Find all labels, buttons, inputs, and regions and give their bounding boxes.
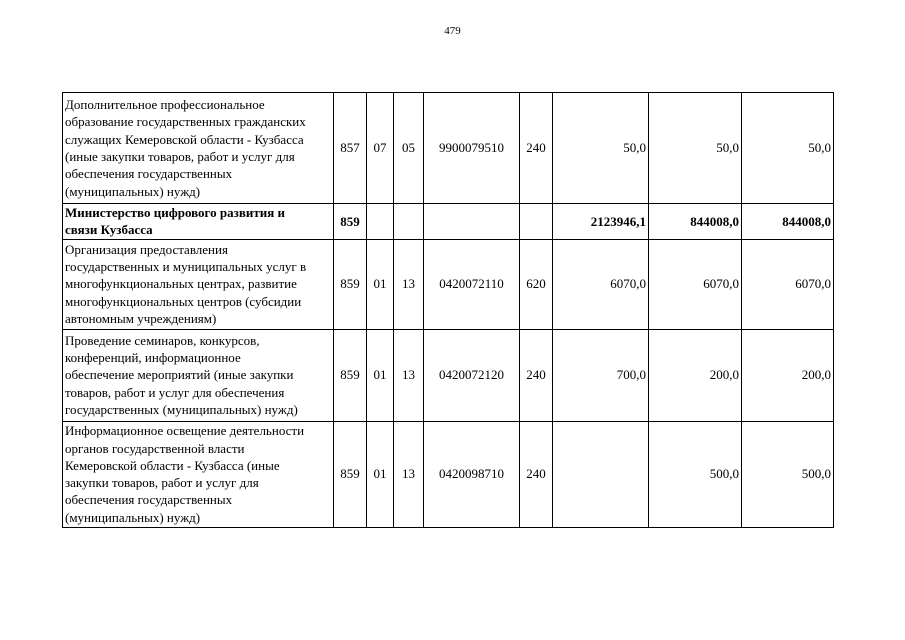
target-article-cell	[424, 204, 520, 240]
table-row	[63, 329, 834, 421]
section-code-cell: 01	[367, 239, 394, 329]
item-name-line: многофункциональных центров (субсидии	[65, 293, 302, 309]
item-name-line: обеспечения государственных	[65, 492, 233, 508]
item-name-line: служащих Кемеровской области - Кузбасса	[65, 131, 304, 147]
section-code-cell: 01	[367, 329, 394, 421]
table-row	[63, 421, 834, 527]
item-name-line: (муниципальных) нужд)	[65, 509, 201, 525]
item-name-cell	[63, 204, 334, 240]
expense-type-cell	[520, 204, 553, 240]
item-name-cell	[63, 239, 334, 329]
amount-cell-2: 500,0	[649, 421, 742, 527]
ministry-code-cell: 859	[334, 239, 367, 329]
section-code-cell	[367, 204, 394, 240]
amount-cell-3: 6070,0	[742, 239, 834, 329]
item-name-line: (иные закупки товаров, работ и услуг для	[65, 149, 295, 164]
item-name-line: обеспечение мероприятий (иные закупки	[65, 367, 294, 383]
amount-cell-1: 50,0	[553, 93, 649, 204]
target-article-cell: 0420072120	[424, 329, 520, 421]
item-name-cell	[63, 93, 334, 204]
table-row-ministry-total	[63, 204, 834, 240]
page-number: 479	[444, 25, 461, 37]
section-code-cell: 07	[367, 93, 394, 204]
ministry-code-cell: 859	[334, 329, 367, 421]
target-article-cell: 9900079510	[424, 93, 520, 204]
table-row	[63, 93, 834, 204]
subsection-code-cell: 13	[394, 329, 424, 421]
amount-cell-2: 200,0	[649, 329, 742, 421]
item-name-line: государственных (муниципальных) нужд)	[65, 402, 298, 418]
amount-cell-3: 844008,0	[742, 204, 834, 240]
amount-cell-1	[553, 421, 649, 527]
item-name-line: закупки товаров, работ и услуг для	[65, 475, 259, 491]
item-name-line: товаров, работ и услуг для обеспечения	[65, 384, 285, 400]
ministry-code-cell: 859	[334, 204, 367, 240]
subsection-code-cell	[394, 204, 424, 240]
ministry-code-cell: 859	[334, 421, 367, 527]
item-name-line: Проведение семинаров, конкурсов,	[65, 332, 260, 348]
item-name-line: (муниципальных) нужд)	[65, 183, 201, 199]
expense-type-cell: 620	[520, 239, 553, 329]
amount-cell-2: 6070,0	[649, 239, 742, 329]
item-name-line: конференций, информационное	[65, 350, 241, 366]
item-name-line: обеспечения государственных	[65, 166, 233, 182]
amount-cell-3: 50,0	[742, 93, 834, 204]
item-name-cell	[63, 421, 334, 527]
subsection-code-cell: 05	[394, 93, 424, 204]
item-name-line: Кемеровской области - Кузбасса (иные	[65, 457, 280, 473]
item-name-cell	[63, 329, 334, 421]
item-name-line: Информационное освещение деятельности	[65, 423, 305, 439]
amount-cell-1: 6070,0	[553, 239, 649, 329]
item-name-line: многофункциональных центрах, развитие	[65, 276, 297, 292]
item-name-line: связи Кузбасса	[65, 222, 153, 238]
item-name-line: Организация предоставления	[65, 241, 228, 257]
subsection-code-cell: 13	[394, 239, 424, 329]
ministry-code-cell: 857	[334, 93, 367, 204]
item-name-line: органов государственной власти	[65, 440, 245, 456]
amount-cell-1: 2123946,1	[553, 204, 649, 240]
section-code-cell: 01	[367, 421, 394, 527]
budget-table	[62, 92, 834, 528]
item-name-line: образование государственных гражданских	[65, 114, 306, 130]
target-article-cell: 0420072110	[424, 239, 520, 329]
item-name-line: государственных и муниципальных услуг в	[65, 259, 307, 275]
item-name-line: автономным учреждениям)	[65, 311, 217, 327]
amount-cell-3: 200,0	[742, 329, 834, 421]
subsection-code-cell: 13	[394, 421, 424, 527]
amount-cell-2: 844008,0	[649, 204, 742, 240]
expense-type-cell: 240	[520, 329, 553, 421]
table-row	[63, 239, 834, 329]
expense-type-cell: 240	[520, 421, 553, 527]
amount-cell-1: 700,0	[553, 329, 649, 421]
target-article-cell: 0420098710	[424, 421, 520, 527]
expense-type-cell: 240	[520, 93, 553, 204]
amount-cell-2: 50,0	[649, 93, 742, 204]
item-name-line: Дополнительное профессиональное	[65, 97, 265, 113]
amount-cell-3: 500,0	[742, 421, 834, 527]
item-name-line: Министерство цифрового развития и	[65, 205, 285, 220]
